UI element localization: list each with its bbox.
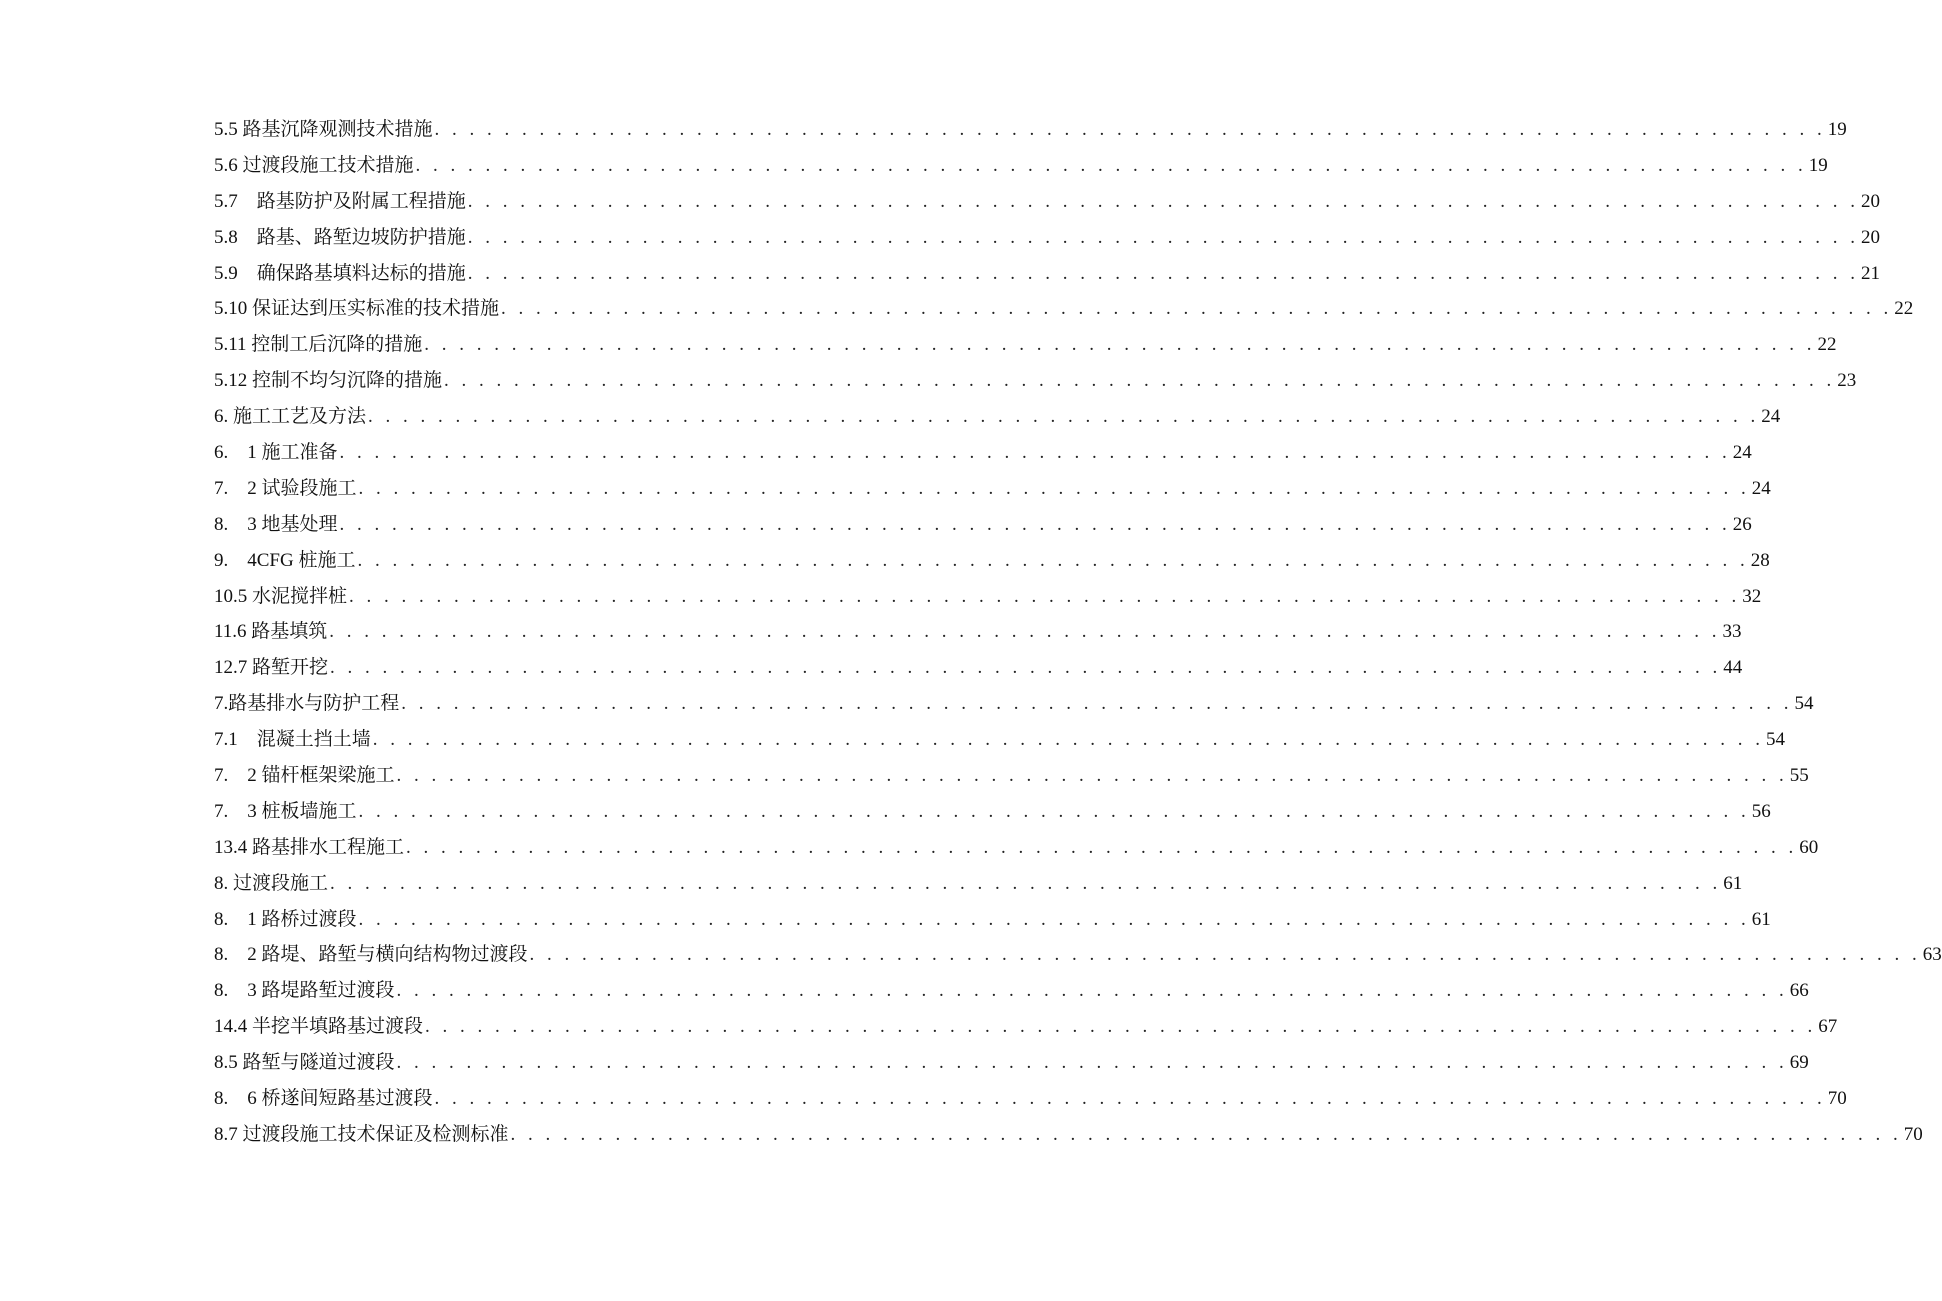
toc-entry-page: 67 xyxy=(1818,1016,1838,1038)
toc-leader-dots: . . . . . . . . . . . . . . . . . . . . . . . . . . . . . . . . . . . . . . . . . . . . . . . . . . . . . . . . . . . . . . . . . . . . . . . . . . . . . . . . xyxy=(358,800,1750,822)
toc-entry-page: 24 xyxy=(1751,477,1771,499)
toc-entry[interactable] xyxy=(214,830,1819,866)
toc-entry[interactable] xyxy=(214,686,1814,722)
toc-entry-page: 61 xyxy=(1723,872,1743,894)
toc-leader-dots: . . . . . . . . . . . . . . . . . . . . . . . . . . . . . . . . . . . . . . . . . . . . . . . . . . . . . . . . . . . . . . . . . . . . . . . . . . . . . . . . xyxy=(425,1016,1817,1038)
toc-entry-page: 44 xyxy=(1723,657,1743,679)
toc-entry-title: 8. 3 地基处理 xyxy=(214,513,338,535)
toc-entry-title: 5.9 确保路基填料达标的措施 xyxy=(214,262,466,284)
toc-entry-title: 5.6 过渡段施工技术措施 xyxy=(214,154,414,176)
toc-entry-page: 60 xyxy=(1799,836,1819,858)
toc-entry-page: 23 xyxy=(1837,370,1857,392)
toc-leader-dots: . . . . . . . . . . . . . . . . . . . . . . . . . . . . . . . . . . . . . . . . . . . . . . . . . . . . . . . . . . . . . . . . . . . . . . . . . . . . . . . . xyxy=(349,585,1741,607)
toc-leader-dots: . . . . . . . . . . . . . . . . . . . . . . . . . . . . . . . . . . . . . . . . . . . . . . . . . . . . . . . . . . . . . . . . . . . . . . . . . . . . . . . . xyxy=(467,262,1860,284)
toc-entry-page: 32 xyxy=(1742,585,1762,607)
toc-entry[interactable] xyxy=(214,794,1771,830)
toc-entry[interactable] xyxy=(214,722,1786,758)
toc-entry-page: 28 xyxy=(1750,549,1770,571)
toc-entry-title: 8. 2 路堤、路堑与横向结构物过渡段 xyxy=(214,944,528,966)
toc-entry-title: 13.4 路基排水工程施工 xyxy=(214,836,405,858)
toc-entry[interactable] xyxy=(214,112,1847,148)
toc-entry-title: 9. 4CFG 桩施工 xyxy=(214,549,356,571)
toc-entry[interactable] xyxy=(214,543,1770,579)
toc-entry[interactable] xyxy=(214,507,1752,543)
toc-entry-title: 8. 过渡段施工 xyxy=(214,872,329,894)
toc-entry-page: 22 xyxy=(1817,334,1837,356)
toc-entry[interactable] xyxy=(214,1045,1809,1081)
toc-leader-dots: . . . . . . . . . . . . . . . . . . . . . . . . . . . . . . . . . . . . . . . . . . . . . . . . . . . . . . . . . . . . . . . . . . . . . . . . . . . . . . . . xyxy=(330,872,1722,894)
toc-leader-dots: . . . . . . . . . . . . . . . . . . . . . . . . . . . . . . . . . . . . . . . . . . . . . . . . . . . . . . . . . . . . . . . . . . . . . . . . . . . . . . . . xyxy=(467,190,1860,212)
toc-entry[interactable] xyxy=(214,1081,1847,1117)
toc-leader-dots: . . . . . . . . . . . . . . . . . . . . . . . . . . . . . . . . . . . . . . . . . . . . . . . . . . . . . . . . . . . . . . . . . . . . . . . . . . . . . . . . xyxy=(396,980,1788,1002)
toc-leader-dots: . . . . . . . . . . . . . . . . . . . . . . . . . . . . . . . . . . . . . . . . . . . . . . . . . . . . . . . . . . . . . . . . . . . . . . . . . . . . . . . . xyxy=(368,406,1760,428)
toc-entry[interactable] xyxy=(214,256,1881,292)
toc-entry-title: 8. 1 路桥过渡段 xyxy=(214,908,357,930)
toc-entry[interactable] xyxy=(214,471,1771,507)
toc-entry-page: 24 xyxy=(1732,442,1752,464)
toc-entry-title: 6. 1 施工准备 xyxy=(214,442,338,464)
toc-entry-page: 26 xyxy=(1732,513,1752,535)
toc-leader-dots: . . . . . . . . . . . . . . . . . . . . . . . . . . . . . . . . . . . . . . . . . . . . . . . . . . . . . . . . . . . . . . . . . . . . . . . . . . . . . . . . xyxy=(406,836,1798,858)
toc-entry-title: 7.路基排水与防护工程 xyxy=(214,693,400,715)
toc-entry-page: 69 xyxy=(1789,1052,1809,1074)
toc-entry[interactable] xyxy=(214,148,1828,184)
table-of-contents xyxy=(214,112,1942,1153)
toc-leader-dots: . . . . . . . . . . . . . . . . . . . . . . . . . . . . . . . . . . . . . . . . . . . . . . . . . . . . . . . . . . . . . . . . . . . . . . . . . . . . . . . . xyxy=(401,693,1793,715)
toc-leader-dots: . . . . . . . . . . . . . . . . . . . . . . . . . . . . . . . . . . . . . . . . . . . . . . . . . . . . . . . . . . . . . . . . . . . . . . . . . . . . . . . . xyxy=(424,334,1816,356)
toc-leader-dots: . . . . . . . . . . . . . . . . . . . . . . . . . . . . . . . . . . . . . . . . . . . . . . . . . . . . . . . . . . . . . . . . . . . . . . . . . . . . . . . . xyxy=(330,657,1722,679)
toc-entry[interactable] xyxy=(214,184,1881,220)
toc-leader-dots: . . . . . . . . . . . . . . . . . . . . . . . . . . . . . . . . . . . . . . . . . . . . . . . . . . . . . . . . . . . . . . . . . . . . . . . . . . . . . . . . xyxy=(372,729,1765,751)
toc-entry-title: 8. 6 桥遂间短路基过渡段 xyxy=(214,1088,433,1110)
toc-entry[interactable] xyxy=(214,327,1837,363)
toc-entry[interactable] xyxy=(214,220,1881,256)
toc-entry-page: 66 xyxy=(1789,980,1809,1002)
toc-entry-page: 24 xyxy=(1761,406,1781,428)
toc-entry-page: 70 xyxy=(1903,1123,1923,1145)
toc-entry-title: 5.7 路基防护及附属工程措施 xyxy=(214,190,466,212)
toc-entry[interactable] xyxy=(214,902,1771,938)
toc-entry-page: 61 xyxy=(1751,908,1771,930)
toc-leader-dots: . . . . . . . . . . . . . . . . . . . . . . . . . . . . . . . . . . . . . . . . . . . . . . . . . . . . . . . . . . . . . . . . . . . . . . . . . . . . . . . . xyxy=(357,549,1749,571)
toc-entry-title: 5.11 控制工后沉降的措施 xyxy=(214,334,423,356)
toc-entry[interactable] xyxy=(214,1009,1838,1045)
toc-entry-title: 7. 2 试验段施工 xyxy=(214,477,357,499)
toc-entry[interactable] xyxy=(214,937,1942,973)
toc-entry[interactable] xyxy=(214,650,1743,686)
toc-leader-dots: . . . . . . . . . . . . . . . . . . . . . . . . . . . . . . . . . . . . . . . . . . . . . . . . . . . . . . . . . . . . . . . . . . . . . . . . . . . . . . . . xyxy=(329,621,1721,643)
toc-entry[interactable] xyxy=(214,579,1762,615)
toc-entry[interactable] xyxy=(214,614,1742,650)
toc-entry-page: 22 xyxy=(1894,298,1914,320)
toc-entry-title: 8.5 路堑与隧道过渡段 xyxy=(214,1052,395,1074)
toc-entry[interactable] xyxy=(214,399,1781,435)
toc-leader-dots: . . . . . . . . . . . . . . . . . . . . . . . . . . . . . . . . . . . . . . . . . . . . . . . . . . . . . . . . . . . . . . . . . . . . . . . . . . . . . . . . xyxy=(434,1088,1826,1110)
toc-entry-page: 56 xyxy=(1751,800,1771,822)
toc-entry-page: 21 xyxy=(1861,262,1881,284)
toc-entry-title: 8.7 过渡段施工技术保证及检测标准 xyxy=(214,1123,509,1145)
toc-entry-title: 7. 3 桩板墙施工 xyxy=(214,800,357,822)
toc-leader-dots: . . . . . . . . . . . . . . . . . . . . . . . . . . . . . . . . . . . . . . . . . . . . . . . . . . . . . . . . . . . . . . . . . . . . . . . . . . . . . . . . xyxy=(510,1123,1902,1145)
toc-entry[interactable] xyxy=(214,291,1914,327)
toc-entry-title: 5.8 路基、路堑边坡防护措施 xyxy=(214,226,466,248)
toc-entry-page: 70 xyxy=(1827,1088,1847,1110)
toc-entry[interactable] xyxy=(214,435,1752,471)
toc-entry-page: 19 xyxy=(1808,154,1828,176)
toc-entry-title: 5.12 控制不均匀沉降的措施 xyxy=(214,370,443,392)
toc-entry-page: 54 xyxy=(1794,693,1814,715)
toc-entry[interactable] xyxy=(214,973,1809,1009)
toc-entry-title: 6. 施工工艺及方法 xyxy=(214,406,367,428)
toc-leader-dots: . . . . . . . . . . . . . . . . . . . . . . . . . . . . . . . . . . . . . . . . . . . . . . . . . . . . . . . . . . . . . . . . . . . . . . . . . . . . . . . . xyxy=(358,908,1750,930)
toc-leader-dots: . . . . . . . . . . . . . . . . . . . . . . . . . . . . . . . . . . . . . . . . . . . . . . . . . . . . . . . . . . . . . . . . . . . . . . . . . . . . . . . . xyxy=(396,1052,1788,1074)
toc-leader-dots: . . . . . . . . . . . . . . . . . . . . . . . . . . . . . . . . . . . . . . . . . . . . . . . . . . . . . . . . . . . . . . . . . . . . . . . . . . . . . . . . xyxy=(501,298,1893,320)
toc-entry-title: 5.10 保证达到压实标准的技术措施 xyxy=(214,298,500,320)
toc-entry[interactable] xyxy=(214,1117,1923,1153)
toc-entry-title: 7. 2 锚杆框架梁施工 xyxy=(214,765,395,787)
toc-leader-dots: . . . . . . . . . . . . . . . . . . . . . . . . . . . . . . . . . . . . . . . . . . . . . . . . . . . . . . . . . . . . . . . . . . . . . . . . . . . . . . . . xyxy=(444,370,1836,392)
toc-entry-title: 10.5 水泥搅拌桩 xyxy=(214,585,348,607)
toc-entry-page: 20 xyxy=(1861,190,1881,212)
toc-entry-title: 14.4 半挖半填路基过渡段 xyxy=(214,1016,424,1038)
toc-leader-dots: . . . . . . . . . . . . . . . . . . . . . . . . . . . . . . . . . . . . . . . . . . . . . . . . . . . . . . . . . . . . . . . . . . . . . . . . . . . . . . . . xyxy=(434,119,1826,140)
toc-entry[interactable] xyxy=(214,363,1857,399)
toc-leader-dots: . . . . . . . . . . . . . . . . . . . . . . . . . . . . . . . . . . . . . . . . . . . . . . . . . . . . . . . . . . . . . . . . . . . . . . . . . . . . . . . . xyxy=(529,944,1921,966)
toc-entry-title: 5.5 路基沉降观测技术措施 xyxy=(214,119,433,140)
toc-entry-title: 7.1 混凝土挡土墙 xyxy=(214,729,371,751)
toc-entry-page: 63 xyxy=(1922,944,1942,966)
toc-entry-page: 55 xyxy=(1789,765,1809,787)
toc-entry-page: 19 xyxy=(1827,119,1847,140)
toc-leader-dots: . . . . . . . . . . . . . . . . . . . . . . . . . . . . . . . . . . . . . . . . . . . . . . . . . . . . . . . . . . . . . . . . . . . . . . . . . . . . . . . . xyxy=(358,477,1750,499)
toc-entry-page: 20 xyxy=(1861,226,1881,248)
toc-entry[interactable] xyxy=(214,866,1743,902)
toc-entry-title: 12.7 路堑开挖 xyxy=(214,657,329,679)
toc-entry-page: 33 xyxy=(1722,621,1742,643)
toc-leader-dots: . . . . . . . . . . . . . . . . . . . . . . . . . . . . . . . . . . . . . . . . . . . . . . . . . . . . . . . . . . . . . . . . . . . . . . . . . . . . . . . . xyxy=(339,442,1731,464)
toc-leader-dots: . . . . . . . . . . . . . . . . . . . . . . . . . . . . . . . . . . . . . . . . . . . . . . . . . . . . . . . . . . . . . . . . . . . . . . . . . . . . . . . . xyxy=(415,154,1807,176)
toc-entry[interactable] xyxy=(214,758,1809,794)
toc-leader-dots: . . . . . . . . . . . . . . . . . . . . . . . . . . . . . . . . . . . . . . . . . . . . . . . . . . . . . . . . . . . . . . . . . . . . . . . . . . . . . . . . xyxy=(467,226,1860,248)
toc-entry-title: 11.6 路基填筑 xyxy=(214,621,328,643)
toc-entry-title: 8. 3 路堤路堑过渡段 xyxy=(214,980,395,1002)
toc-entry-page: 54 xyxy=(1766,729,1786,751)
toc-leader-dots: . . . . . . . . . . . . . . . . . . . . . . . . . . . . . . . . . . . . . . . . . . . . . . . . . . . . . . . . . . . . . . . . . . . . . . . . . . . . . . . . xyxy=(339,513,1731,535)
toc-leader-dots: . . . . . . . . . . . . . . . . . . . . . . . . . . . . . . . . . . . . . . . . . . . . . . . . . . . . . . . . . . . . . . . . . . . . . . . . . . . . . . . . xyxy=(396,765,1788,787)
